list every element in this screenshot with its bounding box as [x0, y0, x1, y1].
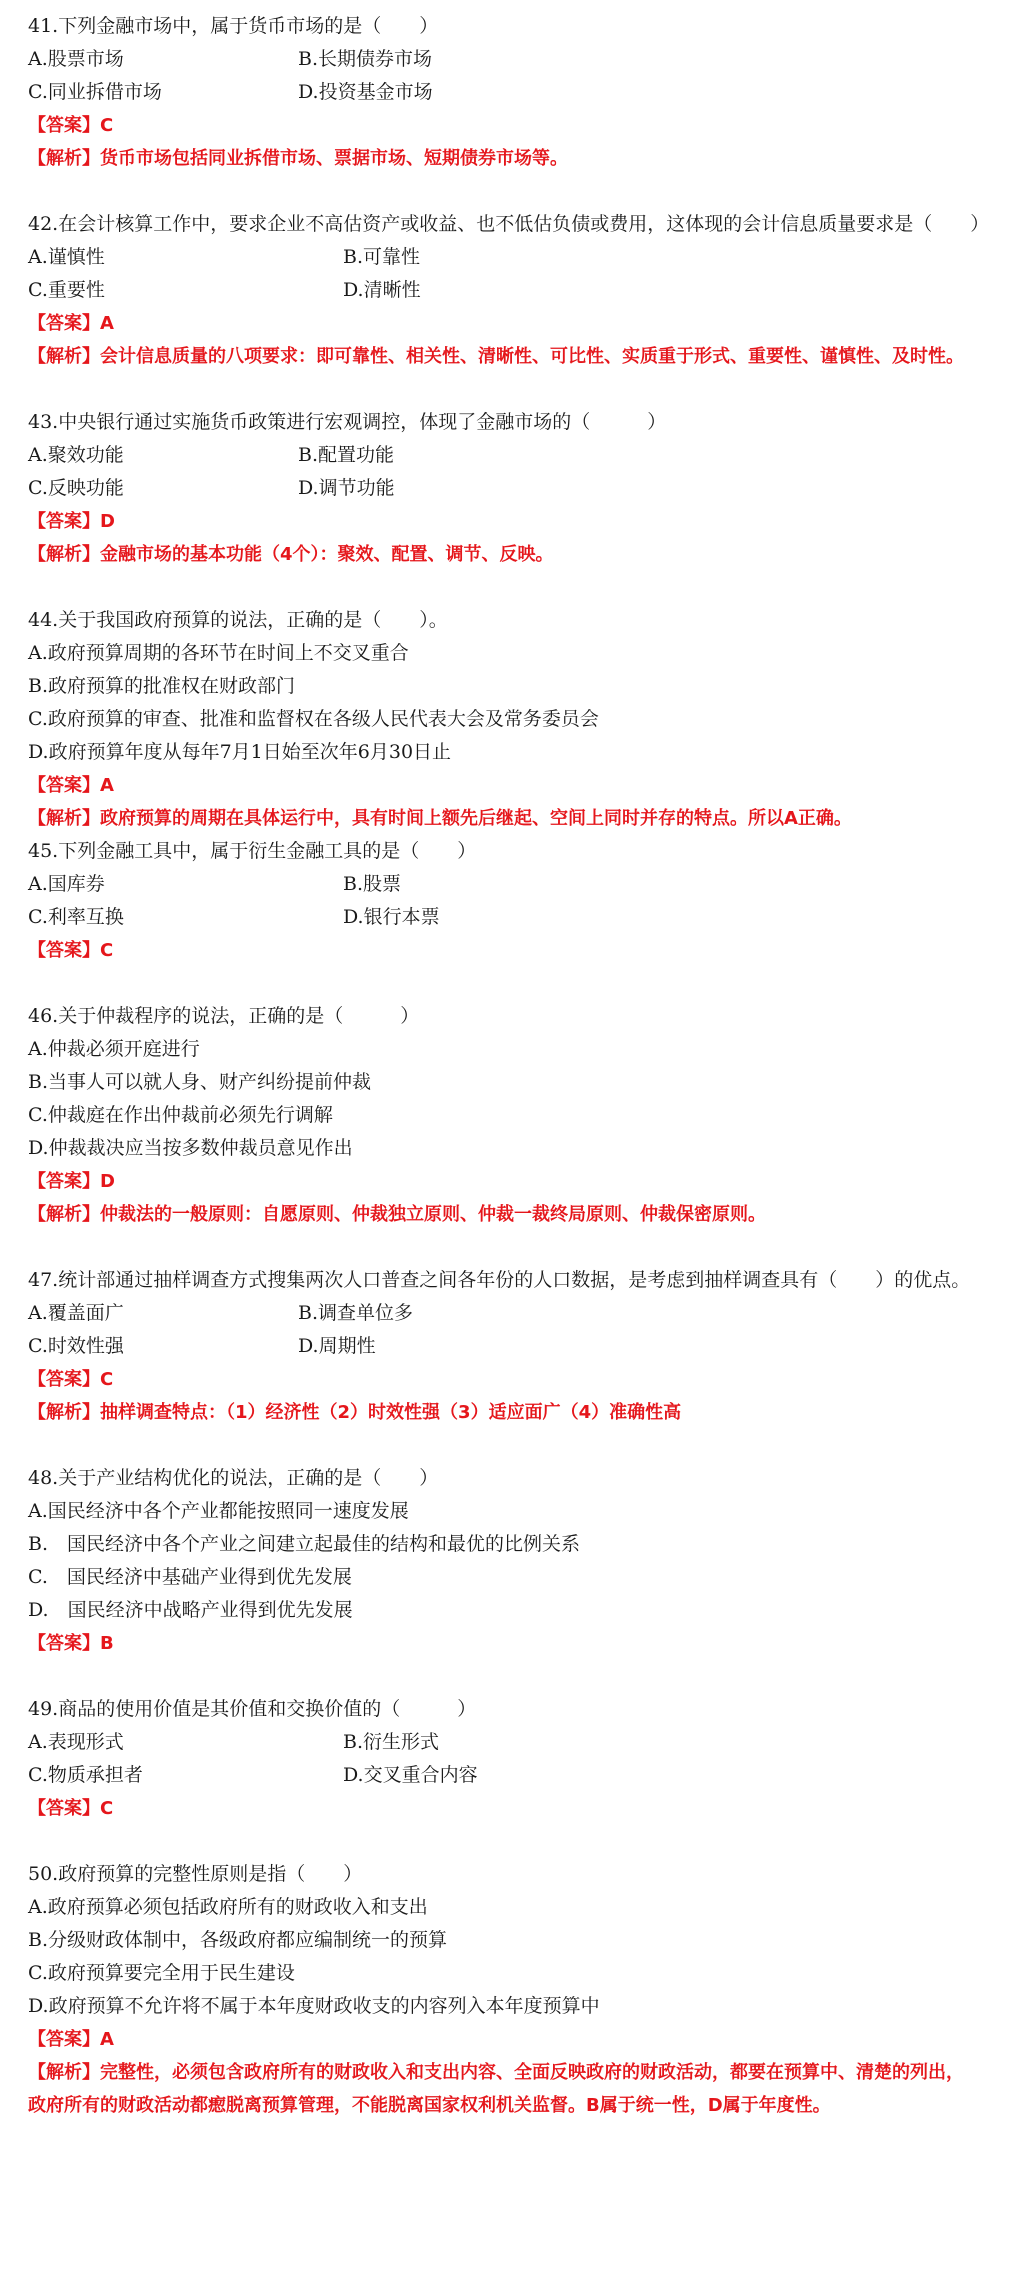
explanation: 【解析】会计信息质量的八项要求：即可靠性、相关性、清晰性、可比性、实质重于形式、重要性、谨慎性、及时性。	[28, 346, 964, 367]
option-a: A.覆盖面广	[28, 1302, 124, 1324]
option-c: C.政府预算的审查、批准和监督权在各级人民代表大会及常务委员会	[28, 708, 599, 730]
question-47	[28, 1264, 1015, 1429]
option-a: A.表现形式	[28, 1731, 124, 1753]
explanation: 【解析】政府预算的周期在具体运行中，具有时间上额先后继起、空间上同时并存的特点。所以A正确。	[28, 808, 852, 829]
question-stem: 43.中央银行通过实施货币政策进行宏观调控，体现了金融市场的（ ）	[28, 411, 667, 433]
question-stem: 50.政府预算的完整性原则是指（ ）	[28, 1863, 363, 1885]
question-stem: 49.商品的使用价值是其价值和交换价值的（ ）	[28, 1698, 477, 1720]
option-c: C.同业拆借市场	[28, 81, 162, 103]
option-c: C.仲裁庭在作出仲裁前必须先行调解	[28, 1104, 333, 1126]
option-c: C.时效性强	[28, 1335, 124, 1357]
option-c: C.物质承担者	[28, 1764, 143, 1786]
option-b: B.长期债券市场	[298, 48, 433, 70]
options-grid	[28, 439, 1015, 505]
question-41	[28, 10, 1015, 175]
question-stem: 44.关于我国政府预算的说法，正确的是（ ）。	[28, 609, 448, 631]
answer: 【答案】D	[28, 511, 115, 532]
option-b: B.政府预算的批准权在财政部门	[28, 675, 296, 697]
answer: 【答案】A	[28, 775, 114, 796]
explanation: 【解析】仲裁法的一般原则：自愿原则、仲裁独立原则、仲裁一裁终局原则、仲裁保密原则。	[28, 1204, 766, 1225]
question-45	[28, 835, 1015, 967]
option-d: D.周期性	[298, 1335, 376, 1357]
question-43	[28, 406, 1015, 571]
option-d: D.清晰性	[343, 279, 421, 301]
option-b: B.股票	[343, 873, 402, 895]
option-a: A.国库券	[28, 873, 105, 895]
option-a: A.政府预算周期的各环节在时间上不交叉重合	[28, 642, 409, 664]
answer: 【答案】D	[28, 1171, 115, 1192]
option-b: B.配置功能	[298, 444, 395, 466]
options-grid	[28, 868, 1015, 934]
option-c: C. 国民经济中基础产业得到优先发展	[28, 1566, 352, 1588]
options-list	[28, 1495, 1015, 1627]
option-d: D.银行本票	[343, 906, 440, 928]
question-44	[28, 604, 1015, 835]
answer: 【答案】B	[28, 1633, 114, 1654]
question-stem: 48.关于产业结构优化的说法，正确的是（ ）	[28, 1467, 439, 1489]
option-b: B.可靠性	[343, 246, 421, 268]
option-d: D.投资基金市场	[298, 81, 433, 103]
question-42	[28, 208, 1015, 373]
question-stem: 46.关于仲裁程序的说法，正确的是（ ）	[28, 1005, 420, 1027]
answer: 【答案】A	[28, 313, 114, 334]
option-c: C.反映功能	[28, 477, 124, 499]
option-c: C.政府预算要完全用于民生建设	[28, 1962, 295, 1984]
question-stem: 47.统计部通过抽样调查方式搜集两次人口普查之间各年份的人口数据，是考虑到抽样调查具有（ ）的优点。	[28, 1269, 971, 1291]
answer: 【答案】C	[28, 115, 114, 136]
option-d: D.仲裁裁决应当按多数仲裁员意见作出	[28, 1137, 353, 1159]
option-b: B.当事人可以就人身、财产纠纷提前仲裁	[28, 1071, 372, 1093]
explanation: 【解析】金融市场的基本功能（4个）：聚效、配置、调节、反映。	[28, 544, 554, 565]
options-grid	[28, 1297, 1015, 1363]
question-stem: 45.下列金融工具中，属于衍生金融工具的是（ ）	[28, 840, 477, 862]
question-stem: 41.下列金融市场中，属于货币市场的是（ ）	[28, 15, 439, 37]
option-a: A.国民经济中各个产业都能按照同一速度发展	[28, 1500, 409, 1522]
explanation: 【解析】货币市场包括同业拆借市场、票据市场、短期债券市场等。	[28, 148, 568, 169]
options-grid	[28, 241, 1015, 307]
option-b: B.调查单位多	[298, 1302, 414, 1324]
option-c: C.重要性	[28, 279, 105, 301]
options-list	[28, 637, 1015, 769]
question-stem: 42.在会计核算工作中，要求企业不高估资产或收益、也不低估负债或费用，这体现的会计信息质量要求是（ ）	[28, 213, 990, 235]
option-b: B.分级财政体制中，各级政府都应编制统一的预算	[28, 1929, 448, 1951]
options-grid	[28, 1726, 1015, 1792]
option-a: A.股票市场	[28, 48, 124, 70]
options-grid	[28, 43, 1015, 109]
option-d: D.政府预算不允许将不属于本年度财政收支的内容列入本年度预算中	[28, 1995, 600, 2017]
option-a: A.聚效功能	[28, 444, 124, 466]
question-48	[28, 1462, 1015, 1660]
question-50	[28, 1858, 1015, 2122]
option-d: D. 国民经济中战略产业得到优先发展	[28, 1599, 353, 1621]
option-c: C.利率互换	[28, 906, 124, 928]
option-d: D.交叉重合内容	[343, 1764, 478, 1786]
option-a: A.谨慎性	[28, 246, 105, 268]
option-d: D.政府预算年度从每年7月1日始至次年6月30日止	[28, 741, 452, 763]
option-a: A.仲裁必须开庭进行	[28, 1038, 200, 1060]
question-49	[28, 1693, 1015, 1825]
option-b: B.衍生形式	[343, 1731, 440, 1753]
options-list	[28, 1033, 1015, 1165]
answer: 【答案】A	[28, 2029, 114, 2050]
question-46	[28, 1000, 1015, 1231]
answer: 【答案】C	[28, 940, 114, 961]
option-b: B. 国民经济中各个产业之间建立起最佳的结构和最优的比例关系	[28, 1533, 581, 1555]
answer: 【答案】C	[28, 1798, 114, 1819]
explanation: 【解析】完整性，必须包含政府所有的财政收入和支出内容、全面反映政府的财政活动，都要在预算中、清楚的列出，政府所有的财政活动都瘛脱离预算管理，不能脱离国家权利机关监督。B属于统一性，D属于年度性。	[28, 2062, 964, 2116]
answer: 【答案】C	[28, 1369, 114, 1390]
option-d: D.调节功能	[298, 477, 395, 499]
options-list	[28, 1891, 1015, 2023]
option-a: A.政府预算必须包括政府所有的财政收入和支出	[28, 1896, 428, 1918]
explanation: 【解析】抽样调查特点：（1）经济性（2）时效性强（3）适应面广（4）准确性高	[28, 1402, 682, 1423]
